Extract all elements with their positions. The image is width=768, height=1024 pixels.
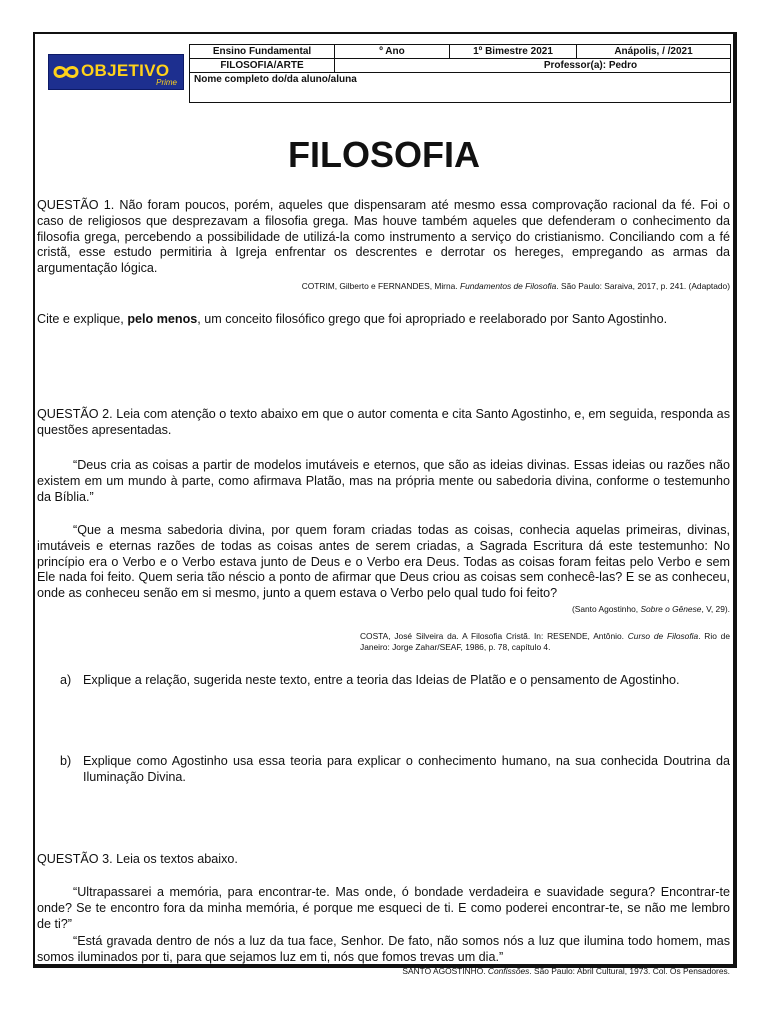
question-3-citation: SANTO AGOSTINHO. Confissões. São Paulo: Abril Cultural, 1973. Col. Os Pensadores. [402, 966, 730, 976]
logo-text: OBJETIVO [81, 61, 170, 80]
item-a-text: Explique a relação, sugerida neste texto, entre a teoria das Ideias de Platão e o pensamento de Agostinho. [83, 673, 680, 687]
question-3-intro: QUESTÃO 3. Leia os textos abaixo. [37, 852, 238, 866]
school-logo [48, 54, 184, 90]
term-cell: 1º Bimestre 2021 [450, 45, 577, 59]
question-1-text: QUESTÃO 1. Não foram poucos, porém, aqueles que dispensaram até mesmo essa comprovação racional da fé. Foi o caso de religiosos que desprezavam a filosofia grega. Mas houve também aqueles que defenderam o conhecimento da filosofia grega, percebendo a possibilidade de utilizá-la como instrumento a serviço do cristianismo. Conciliando com a fé cristã, esse estudo permitiria à Igreja enfrentar os descrentes e derrotar os hereges, empregando as armas da argumentação lógica. [37, 198, 730, 276]
question-3-quote-1: “Ultrapassarei a memória, para encontrar-te. Mas onde, ó bondade verdadeira e suavidade segura? Encontrar-te onde? Se te encontro fora da minha memória, é porque me esqueci de ti. E como poderei encontrar-te, se não me lembro de ti?” [37, 885, 730, 931]
subject-cell: FILOSOFIA/ARTE [190, 59, 335, 73]
header-table [189, 44, 731, 103]
date-cell[interactable]: Anápolis, / /2021 [577, 45, 731, 59]
question-1-citation: COTRIM, Gilberto e FERNANDES, Mirna. Fundamentos de Filosofia. São Paulo: Saraiva, 2017, p. 241. (Adaptado) [301, 281, 730, 291]
question-3-quote-2: “Está gravada dentro de nós a luz da tua face, Senhor. De fato, não somos nós a luz que ilumina todo homem, mas somos iluminados por ti, para que sejamos luz em ti, nós que fomos trevas um dia.” [37, 934, 730, 964]
teacher-cell: Professor(a): Pedro [335, 59, 731, 73]
item-a-marker: a) [60, 673, 72, 687]
logo-symbol-icon [53, 63, 79, 81]
question-2-quote-2: “Que a mesma sabedoria divina, por quem foram criadas todas as coisas, conhecia aquelas primeiras, divinas, imutáveis e eternas razões de todas as coisas antes de serem criadas, a Sagrada Escritura dá este testemunho: No princípio era o Verbo e o Verbo estava junto de Deus e o Verbo era Deus. Todas as coisas foram feitas pelo Verbo e sem Ele nada foi feito. Quem seria tão néscio a ponto de afirmar que Deus criou as coisas sem conhecê-las? E se as conheceu, onde as conheceu senão em si mesmo, junto a quem estava o Verbo pelo qual tudo foi feito? [37, 523, 730, 601]
question-2-citation: COSTA, José Silveira da. A Filosofia Cristã. In: RESENDE, Antônio. Curso de Filosofia. Rio de Janeiro: Jorge Zahar/SEAF, 1986, p. 78, capítulo 4. [360, 631, 730, 652]
item-b-text: Explique como Agostinho usa essa teoria para explicar o conhecimento humano, na sua conhecida Doutrina da Iluminação Divina. [83, 754, 730, 784]
question-2-source: (Santo Agostinho, Sobre o Gênese, V, 29). [571, 604, 730, 614]
question-1-prompt: Cite e explique, pelo menos, um conceito filosófico grego que foi apropriado e reelaborado por Santo Agostinho. [37, 312, 668, 326]
question-2-item-a [60, 673, 730, 689]
level-cell: Ensino Fundamental [190, 45, 335, 59]
question-2-item-b [60, 754, 730, 786]
page-title: FILOSOFIA [288, 134, 480, 175]
item-b-marker: b) [60, 754, 72, 768]
grade-cell[interactable]: º Ano [335, 45, 450, 59]
logo-subtitle: Prime [156, 78, 177, 87]
student-name-field[interactable]: Nome completo do/da aluno/aluna [190, 73, 731, 103]
question-2-intro: QUESTÃO 2. Leia com atenção o texto abaixo em que o autor comenta e cita Santo Agostinho, e, em seguida, responda as questões apresentadas. [37, 407, 730, 437]
question-2-quote-1: “Deus cria as coisas a partir de modelos imutáveis e eternos, que são as ideias divinas. Essas ideias ou razões não existem em um mundo à parte, como afirmava Platão, mas na própria mente ou sabedoria divina, conforme o testemunho da Bíblia.” [37, 458, 730, 504]
